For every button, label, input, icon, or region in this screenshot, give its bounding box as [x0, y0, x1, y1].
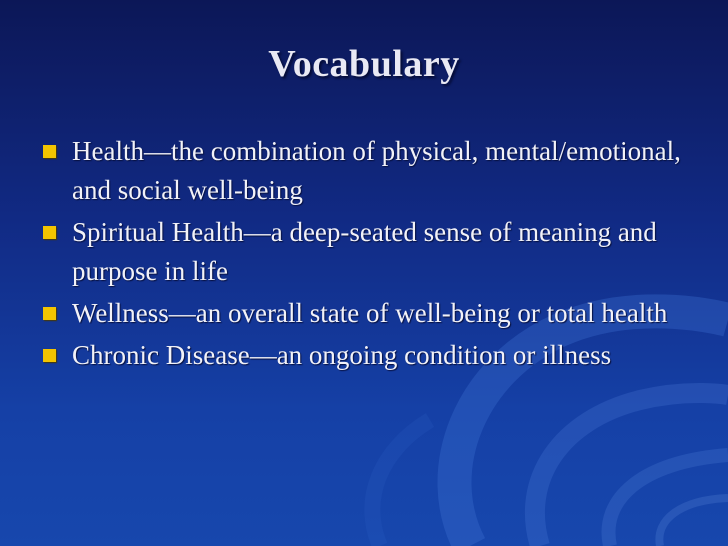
list-item-text: Wellness—an overall state of well-being or total health	[72, 298, 668, 328]
list-item-text: Spiritual Health—a deep-seated sense of meaning and purpose in life	[72, 217, 657, 286]
yellow-square-bullet-icon	[43, 145, 56, 158]
list-item-text: Chronic Disease—an ongoing condition or illness	[72, 340, 612, 370]
yellow-square-bullet-icon	[43, 349, 56, 362]
slide-title: Vocabulary	[268, 43, 460, 85]
yellow-square-bullet-icon	[43, 307, 56, 320]
list-item	[40, 213, 690, 291]
list-item	[40, 294, 690, 333]
yellow-square-bullet-icon	[43, 226, 56, 239]
list-item	[40, 132, 690, 210]
list-item-text: Health—the combination of physical, mental/emotional, and social well-being	[72, 136, 681, 205]
vocabulary-list	[40, 132, 690, 375]
list-item	[40, 336, 690, 375]
